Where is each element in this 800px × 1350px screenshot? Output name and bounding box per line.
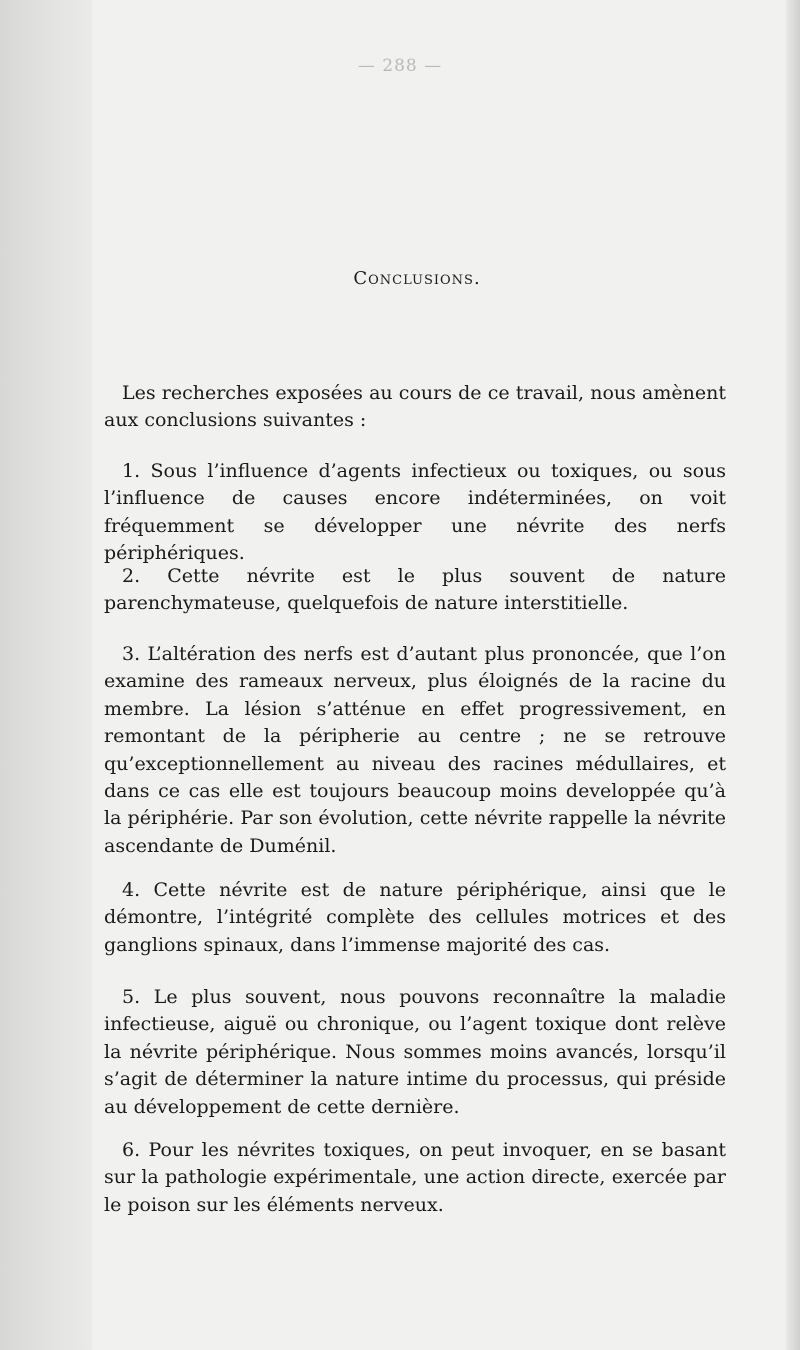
intro-text: Les recherches exposées au cours de ce travail, nous amènent aux conclusions suivantes :: [104, 382, 726, 432]
conclusion-1: [104, 458, 726, 568]
conclusion-4: [104, 877, 726, 959]
intro-paragraph: [104, 380, 726, 435]
conclusion-4-text: 4. Cette névrite est de nature périphérique, ainsi que le démontre, l’intégrité complète des cellules motrices et des ganglions spinaux, dans l’immense majorité des cas.: [104, 879, 726, 956]
conclusion-3-text: 3. L’altération des nerfs est d’autant plus prononcée, que l’on examine des rameaux nerveux, plus éloignés de la racine du membre. La lésion s’atténue en effet progressivement, en remontant de la péripherie au centre ; ne se retrouve qu’exceptionnellement au niveau des racines médullaires, et dans ce cas elle est toujours beaucoup moins developpée qu’à la périphérie. Par son évolution, cette névrite rappelle la névrite ascendante de Duménil.: [104, 643, 726, 857]
page-number: — 288 —: [357, 56, 443, 76]
section-heading: Conclusions.: [353, 268, 481, 289]
scan-shadow-right: [786, 0, 800, 1350]
conclusion-5-text: 5. Le plus souvent, nous pouvons reconnaître la maladie infectieuse, aiguë ou chronique, ou l’agent toxique dont relève la névrite périphérique. Nous sommes moins avancés, lorsqu’il s’agit de déterminer la nature intime du processus, qui préside au développement de cette dernière.: [104, 986, 726, 1118]
conclusion-1-text: 1. Sous l’influence d’agents infectieux ou toxiques, ou sous l’influence de causes encore indéterminées, on voit fréquemment se développer une névrite des nerfs périphériques.: [104, 460, 726, 565]
conclusion-2-text: 2. Cette névrite est le plus souvent de nature parenchymateuse, quelquefois de nature interstitielle.: [104, 565, 726, 615]
conclusion-6: [104, 1137, 726, 1219]
conclusion-5: [104, 984, 726, 1121]
conclusion-2: [104, 563, 726, 618]
scan-shadow-left: [0, 0, 92, 1350]
conclusion-6-text: 6. Pour les névrites toxiques, on peut invoquer, en se basant sur la pathologie expérimentale, une action directe, exercée par le poison sur les éléments nerveux.: [104, 1139, 726, 1216]
conclusion-3: [104, 641, 726, 860]
